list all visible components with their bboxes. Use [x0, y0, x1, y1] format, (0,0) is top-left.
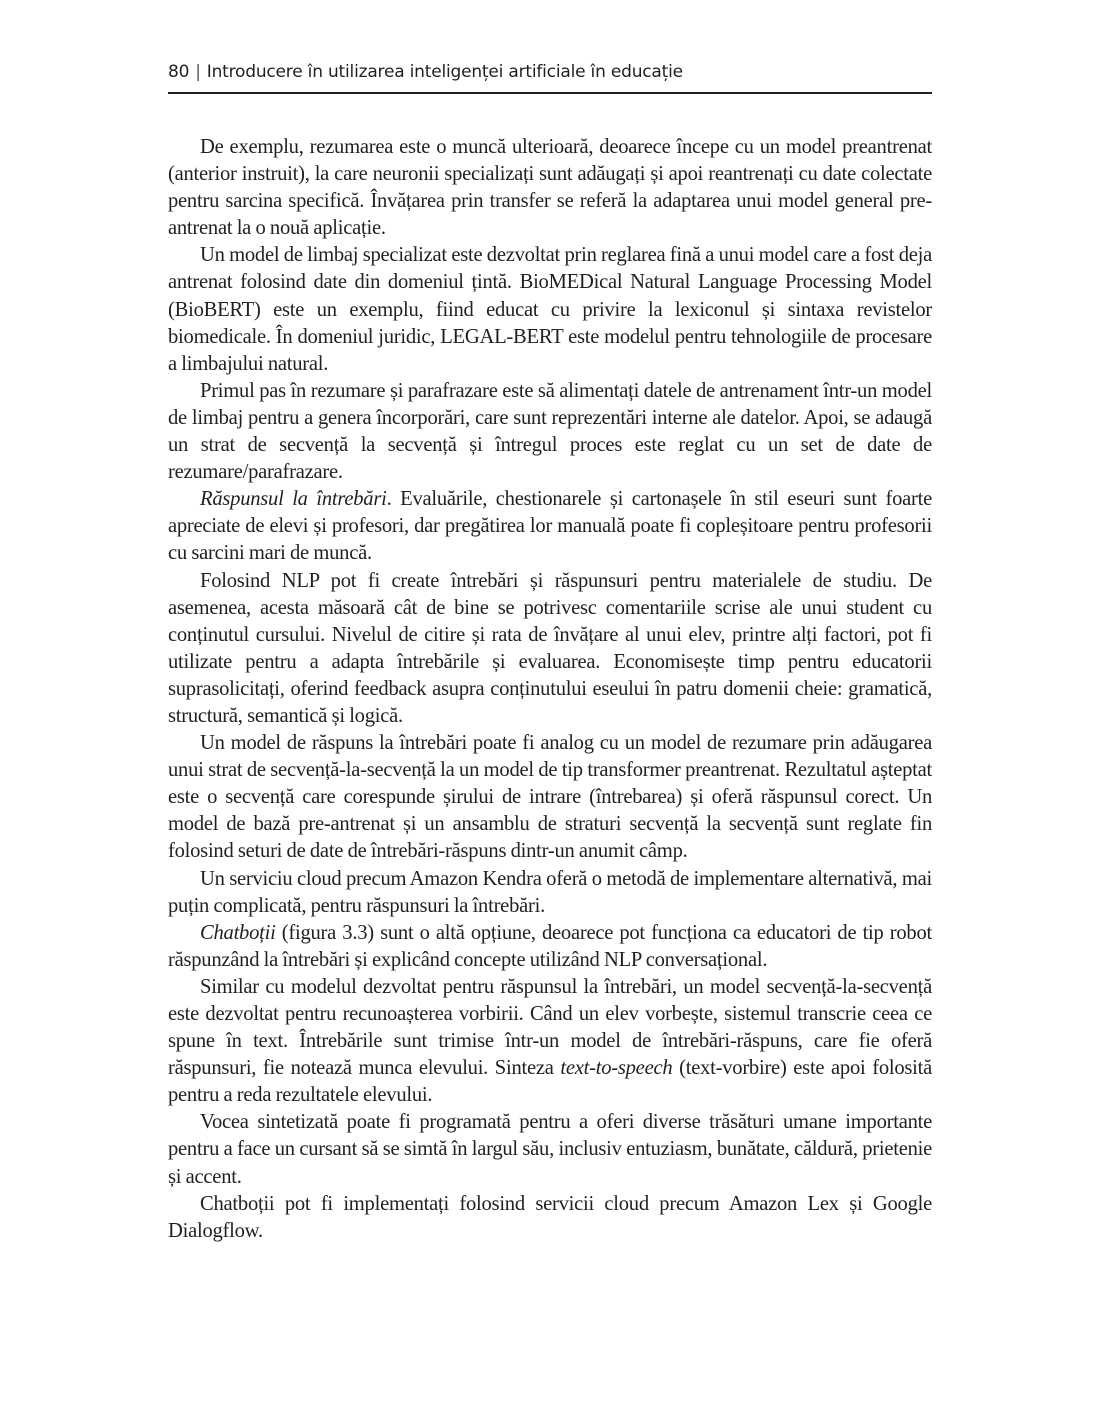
paragraph-summarization-transfer: De exemplu, rezumarea este o muncă ulterioară, deoarece începe cu un model preantrenat (anterior instruit), la care neuronii specializați sunt adăugați și apoi reantrenați cu date colectate pentru sarcina specifică. Învățarea prin transfer se referă la adaptarea unui model general pre-antrenat la o nouă aplicație.	[168, 136, 932, 240]
italic-term-chatbots: Chatboții	[200, 921, 276, 944]
paragraph-synthesized-voice: Vocea sintetizată poate fi programată pentru a oferi diverse trăsături umane importante pentru a face un cursant să se simtă în largul său, inclusiv entuziasm, bunătate, căldură, prietenie și accent.	[168, 1111, 932, 1188]
paragraph-text: . Evaluările, chestionarele și cartonașele în stil eseuri sunt foarte apreciate de elevi și profesori, dar pregătirea lor manuală poate fi copleșitoare pentru profesorii cu sarcini mari de muncă.	[168, 488, 932, 565]
header-separator: |	[195, 62, 201, 82]
page-number: 80	[168, 62, 190, 82]
paragraph-chatbots	[168, 920, 932, 974]
italic-term-text-to-speech: text-to-speech	[560, 1057, 673, 1080]
paragraph-text: Similar cu modelul dezvoltat pentru răspunsul la întrebări, un model secvență-la-secvență este dezvoltat pentru recunoașterea vorbirii. Când un elev vorbește, sistemul transcrie ceea ce spune în text. Întrebările sunt trimise într-un model de întrebări-răspuns, care fie oferă răspunsuri, fie notează munca elevului. Sinteza	[168, 975, 932, 1080]
paragraph-text: (text-vorbire) este apoi folosită pentru a reda rezultatele elevului.	[168, 1057, 932, 1107]
paragraph-nlp-questions: Folosind NLP pot fi create întrebări și răspunsuri pentru materialele de studiu. De asemenea, acesta măsoară cât de bine se potrivesc comentariile scrise ale unui student cu conținutul cursului. Nivelul de citire și rata de învățare al unui elev, printre alți factori, pot fi utilizate pentru a adapta întrebările și evaluarea. Economisește timp pentru educatorii suprasolicitați, oferind feedback asupra conținutului eseului în patru domenii cheie: gramatică, structură, semantică și logică.	[168, 569, 932, 727]
body-text	[168, 134, 932, 1245]
running-header	[168, 62, 932, 94]
italic-term-question-answering: Răspunsul la întrebări	[200, 488, 387, 511]
paragraph-qa-model: Un model de răspuns la întrebări poate fi analog cu un model de rezumare prin adăugarea unui strat de secvență-la-secvență la un model de tip transformer preantrenat. Rezultatul așteptat este o secvență care corespunde șirului de intrare (întrebarea) și oferă răspunsul corect. Un model de bază pre-antrenat și un ansamblu de straturi secvență la secvență sunt reglate fin folosind seturi de date de întrebări-răspuns dintr-un anumit câmp.	[168, 732, 932, 863]
paragraph-question-answering-intro	[168, 486, 932, 567]
paragraph-summary-first-step: Primul pas în rezumare și parafrazare este să alimentați datele de antrenament într-un model de limbaj pentru a genera încorporări, care sunt reprezentări interne ale datelor. Apoi, se adaugă un strat de secvență la secvență și întregul proces este reglat cu un set de date de rezumare/parafrazare.	[168, 379, 932, 484]
paragraph-specialized-language-model: Un model de limbaj specializat este dezvoltat prin reglarea fină a unui model care a fost deja antrenat folosind date din domeniul țintă. BioMEDical Natural Language Processing Model (BioBERT) este un exemplu, fiind educat cu privire la lexiconul și sintaxa revistelor biomedicale. În domeniul juridic, LEGAL-BERT este modelul pentru tehnologiile de procesare a limbajului natural.	[168, 244, 932, 375]
paragraph-text: (figura 3.3) sunt o altă opțiune, deoarece pot funcționa ca educatori de tip robot răspunzând la întrebări și explicând concepte utilizând NLP conversațional.	[168, 921, 932, 971]
running-title: Introducere în utilizarea inteligenței artificiale în educație	[206, 62, 683, 82]
paragraph-chatbot-services: Chatboții pot fi implementați folosind servicii cloud precum Amazon Lex și Google Dialogflow.	[168, 1192, 932, 1242]
paragraph-speech-recognition	[168, 974, 932, 1109]
paragraph-amazon-kendra: Un serviciu cloud precum Amazon Kendra oferă o metodă de implementare alternativă, mai puțin complicată, pentru răspunsuri la întrebări.	[168, 867, 932, 917]
